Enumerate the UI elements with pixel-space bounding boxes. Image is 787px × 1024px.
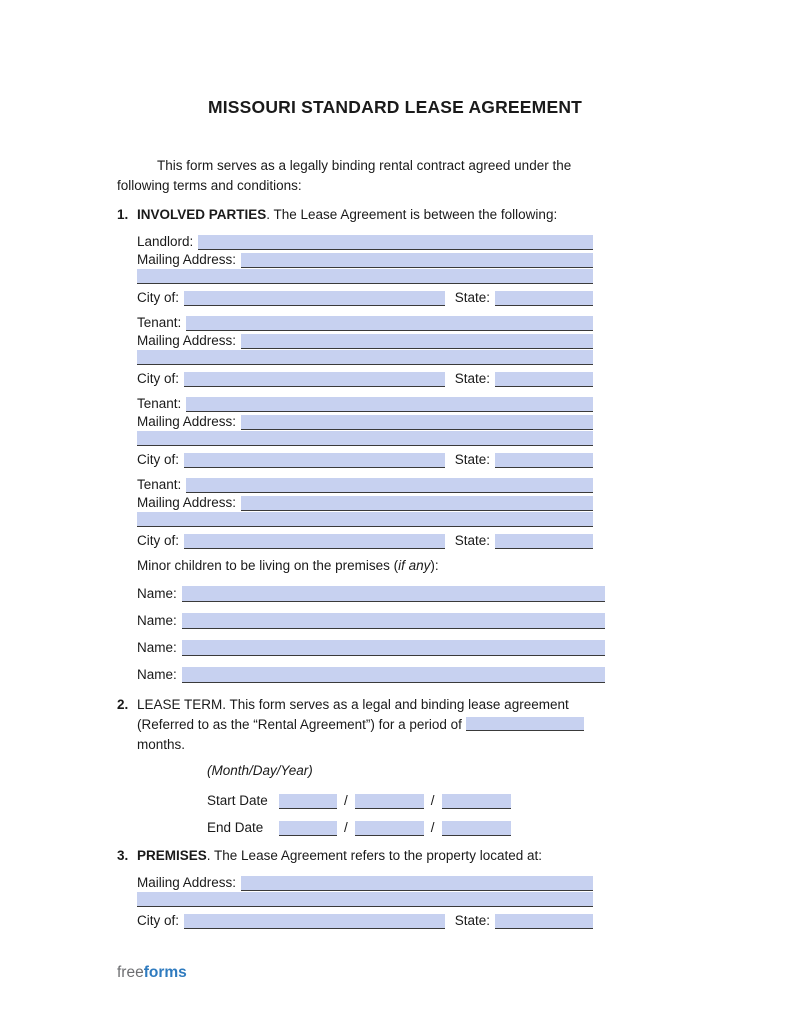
- state-label: State:: [454, 533, 490, 548]
- date-format-hint: (Month/Day/Year): [207, 763, 313, 778]
- tenant-city-state-row: [137, 370, 593, 387]
- premises-city-state-row: [137, 912, 593, 929]
- premises-mailing-address-field[interactable]: [241, 876, 593, 891]
- start-date-month-field[interactable]: [279, 794, 337, 809]
- premises-state-field[interactable]: [495, 914, 593, 929]
- minor-children-italic: if any: [398, 558, 431, 573]
- start-date-label: Start Date: [207, 793, 268, 808]
- landlord-mailing-address-cont-field[interactable]: [137, 269, 593, 284]
- party-role-label: Tenant:: [137, 477, 182, 492]
- start-date-day-field[interactable]: [355, 794, 424, 809]
- landlord-city-field[interactable]: [184, 291, 445, 306]
- tenant-mailing-row: [137, 413, 593, 430]
- date-separator: /: [344, 793, 348, 808]
- brand-forms: forms: [143, 964, 187, 981]
- date-block: [207, 760, 673, 836]
- tenant-name-row: [137, 314, 593, 331]
- city-of-label: City of:: [137, 913, 180, 928]
- section-2-line-1-rest: . This form serves as a legal and binding lease agreement: [222, 697, 569, 712]
- section-3-text: [137, 846, 542, 866]
- minor-children-suffix: ):: [430, 558, 439, 573]
- tenant-state-field[interactable]: [495, 453, 593, 468]
- tenant-city-field[interactable]: [184, 534, 445, 549]
- minor-child-name-field-3[interactable]: [182, 640, 605, 656]
- party-block-tenant-2: [137, 395, 593, 468]
- mailing-address-label: Mailing Address:: [137, 333, 237, 348]
- section-3-heading: PREMISES: [137, 848, 207, 863]
- section-3-number: 3.: [117, 848, 129, 863]
- minor-child-name-field-2[interactable]: [182, 613, 605, 629]
- start-date-row: [207, 792, 673, 809]
- minor-child-name-row-2: [137, 612, 605, 629]
- state-label: State:: [454, 913, 490, 928]
- party-block-tenant-1: [137, 314, 593, 387]
- minor-child-name-field-4[interactable]: [182, 667, 605, 683]
- tenant-name-row: [137, 476, 593, 493]
- tenant-name-field[interactable]: [186, 316, 593, 331]
- landlord-name-field[interactable]: [198, 235, 593, 250]
- minor-child-name-row-3: [137, 639, 605, 656]
- date-separator: /: [430, 820, 435, 835]
- tenant-state-field[interactable]: [495, 372, 593, 387]
- state-label: State:: [454, 290, 490, 305]
- mailing-address-label: Mailing Address:: [137, 252, 237, 267]
- section-3-rest: . The Lease Agreement refers to the property located at:: [206, 848, 542, 863]
- mailing-address-label: Mailing Address:: [137, 875, 237, 890]
- section-2-line-1: [137, 695, 673, 715]
- tenant-name-row: [137, 395, 593, 412]
- premises-area: [137, 874, 673, 929]
- tenant-mailing-address-cont-field[interactable]: [137, 431, 593, 446]
- minor-child-name-row-1: [137, 585, 605, 602]
- tenant-mailing-address-field[interactable]: [241, 415, 593, 430]
- section-2-line-3: months.: [137, 737, 186, 752]
- landlord-mailing-row: [137, 251, 593, 268]
- landlord-state-field[interactable]: [495, 291, 593, 306]
- landlord-city-state-row: [137, 289, 593, 306]
- date-separator: /: [430, 793, 435, 808]
- city-of-label: City of:: [137, 371, 180, 386]
- landlord-mailing-address-field[interactable]: [241, 253, 593, 268]
- section-2-line-2-text: (Referred to as the “Rental Agreement”) for a period of: [137, 717, 462, 732]
- party-role-label: Landlord:: [137, 234, 194, 249]
- end-date-year-field[interactable]: [442, 821, 511, 836]
- tenant-city-field[interactable]: [184, 372, 445, 387]
- minor-child-name-row-4: [137, 666, 605, 683]
- tenant-city-state-row: [137, 532, 593, 549]
- start-date-year-field[interactable]: [442, 794, 511, 809]
- date-separator: /: [344, 820, 348, 835]
- intro-line-1: This form serves as a legally binding rental contract agreed under the: [157, 158, 572, 173]
- freeforms-logo: [117, 963, 187, 983]
- parties-area: [137, 233, 673, 683]
- city-of-label: City of:: [137, 533, 180, 548]
- intro-line-2: following terms and conditions:: [117, 178, 302, 193]
- tenant-mailing-row: [137, 332, 593, 349]
- page-title: MISSOURI STANDARD LEASE AGREEMENT: [207, 97, 583, 117]
- section-2-number: 2.: [117, 697, 129, 712]
- name-label: Name:: [137, 613, 177, 628]
- state-label: State:: [454, 452, 490, 467]
- section-3-heading-line: [117, 846, 673, 866]
- minor-child-name-field-1[interactable]: [182, 586, 605, 602]
- city-of-label: City of:: [137, 290, 180, 305]
- tenant-name-field[interactable]: [186, 397, 593, 412]
- minor-children-prefix: Minor children to be living on the premises (: [137, 558, 399, 573]
- city-of-label: City of:: [137, 452, 180, 467]
- section-1-heading-line: [117, 205, 673, 225]
- section-2-heading: LEASE TERM: [137, 697, 223, 712]
- party-block-tenant-3: [137, 476, 593, 549]
- party-block-landlord: [137, 233, 593, 306]
- premises-city-field[interactable]: [184, 914, 445, 929]
- end-date-row: [207, 819, 673, 836]
- tenant-city-field[interactable]: [184, 453, 445, 468]
- mailing-address-label: Mailing Address:: [137, 495, 237, 510]
- page-content: [117, 0, 673, 930]
- end-date-day-field[interactable]: [355, 821, 424, 836]
- section-1-rest: . The Lease Agreement is between the following:: [266, 207, 558, 222]
- tenant-mailing-address-cont-field[interactable]: [137, 350, 593, 365]
- minor-children-label: [137, 557, 673, 575]
- tenant-mailing-address-cont-field[interactable]: [137, 512, 593, 527]
- section-2-line-2: [137, 715, 673, 735]
- premises-mailing-row: [137, 874, 593, 891]
- tenant-state-field[interactable]: [495, 534, 593, 549]
- end-date-label: End Date: [207, 820, 264, 835]
- section-1-number: 1.: [117, 207, 129, 222]
- end-date-month-field[interactable]: [279, 821, 337, 836]
- premises-block: [137, 874, 593, 929]
- intro-paragraph: [117, 156, 673, 196]
- landlord-name-row: [137, 233, 593, 250]
- party-role-label: Tenant:: [137, 315, 182, 330]
- state-label: State:: [454, 371, 490, 386]
- brand-free: free: [117, 964, 144, 981]
- tenant-mailing-address-field[interactable]: [241, 334, 593, 349]
- section-1-text: [137, 205, 557, 225]
- party-role-label: Tenant:: [137, 396, 182, 411]
- premises-mailing-address-cont-field[interactable]: [137, 892, 593, 907]
- tenant-mailing-address-field[interactable]: [241, 496, 593, 511]
- lease-period-months-field[interactable]: [466, 717, 584, 731]
- tenant-name-field[interactable]: [186, 478, 593, 493]
- section-1-heading: INVOLVED PARTIES: [137, 207, 267, 222]
- mailing-address-label: Mailing Address:: [137, 414, 237, 429]
- name-label: Name:: [137, 640, 177, 655]
- name-label: Name:: [137, 667, 177, 682]
- tenant-mailing-row: [137, 494, 593, 511]
- section-2-body: [137, 695, 673, 836]
- tenant-city-state-row: [137, 451, 593, 468]
- name-label: Name:: [137, 586, 177, 601]
- section-2: [117, 695, 673, 836]
